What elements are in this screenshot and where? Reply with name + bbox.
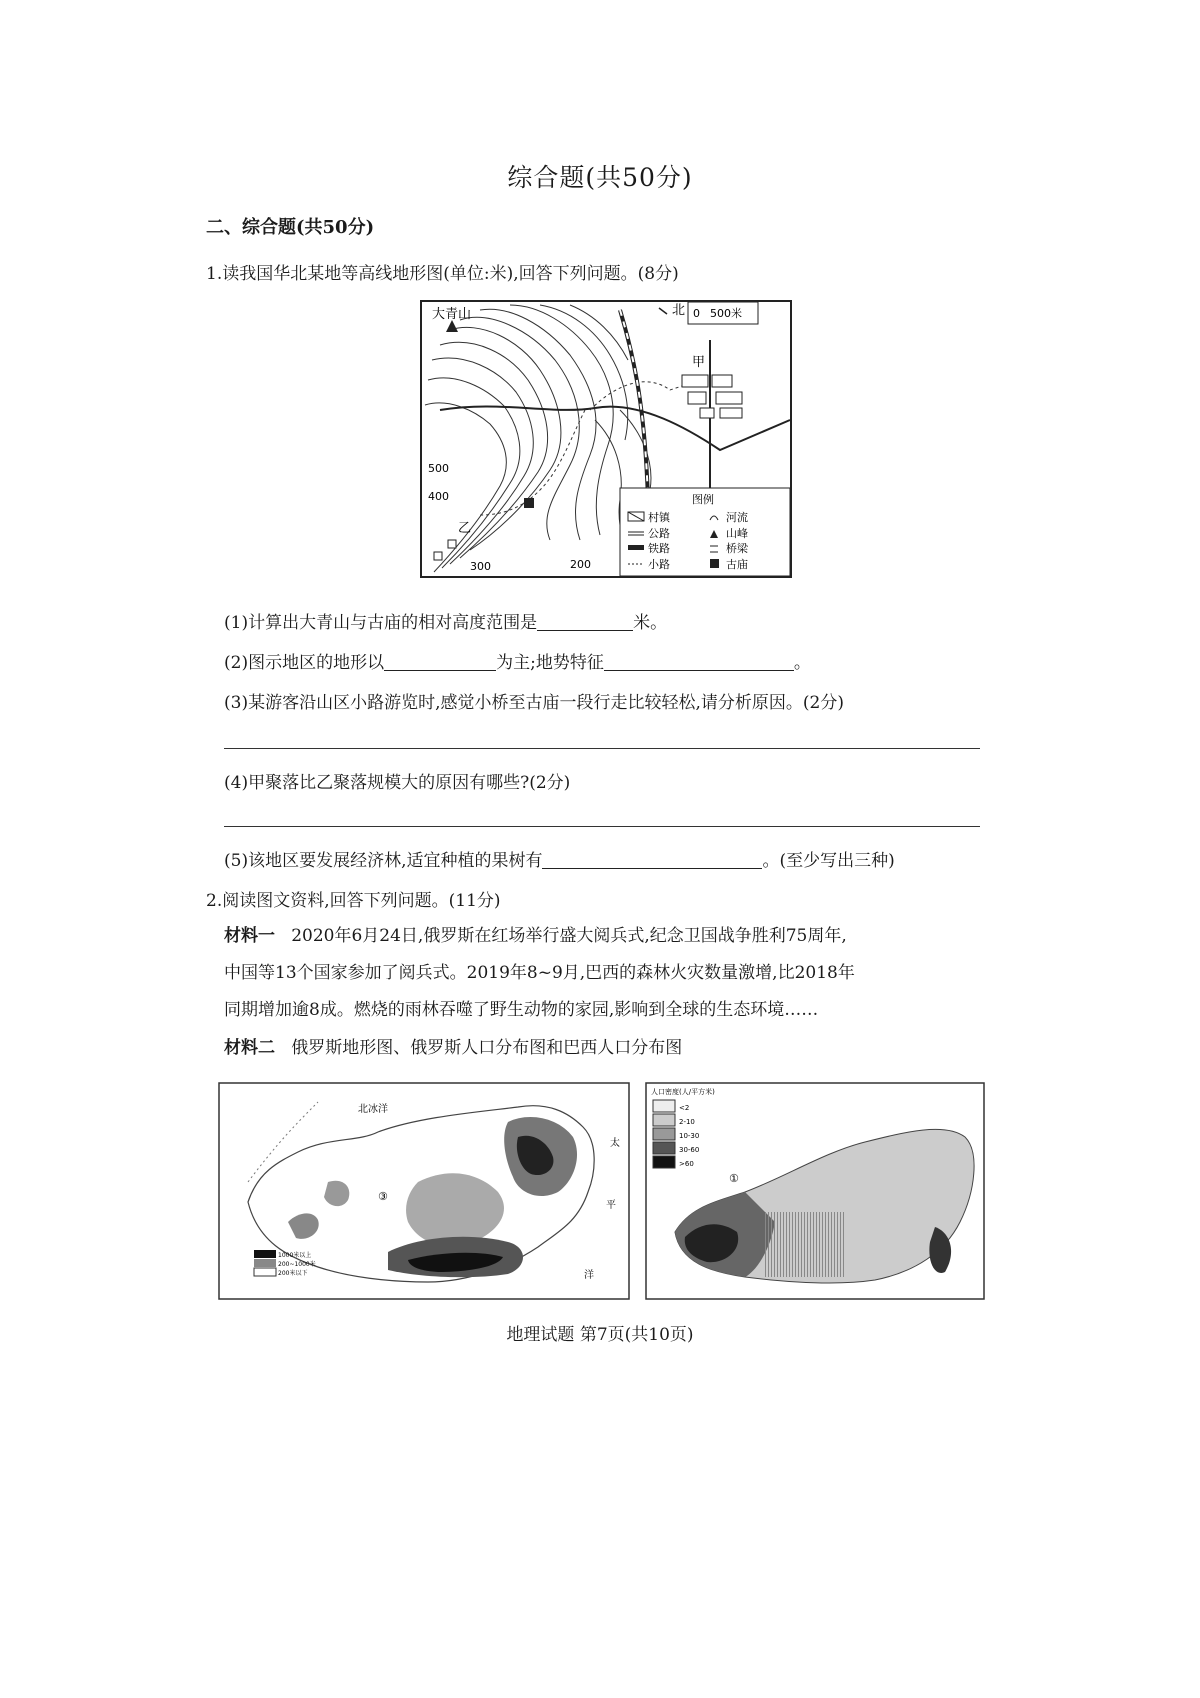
pacific-label-2: 平 <box>606 1200 616 1211</box>
question-2-prompt: 2.阅读图文资料,回答下列问题。(11分) <box>206 891 501 911</box>
material-one <box>224 918 984 1029</box>
page-title: 综合题(共50分) <box>507 163 693 192</box>
answer-blank-2a[interactable] <box>384 652 496 671</box>
svg-text:公路: 公路 <box>648 527 670 540</box>
sub-question-1-text: (1)计算出大青山与古庙的相对高度范围是 <box>224 613 538 633</box>
answer-line-4[interactable] <box>224 826 980 827</box>
svg-text:<2: <2 <box>679 1104 690 1112</box>
sub-question-1-unit: 米。 <box>633 613 668 633</box>
pacific-label-3: 洋 <box>584 1270 594 1281</box>
terrain-legend <box>254 1250 316 1277</box>
scale-value: 500米 <box>710 307 742 320</box>
svg-text:村镇: 村镇 <box>648 511 670 524</box>
sub-question-2-end: 。 <box>793 653 811 673</box>
svg-text:30-60: 30-60 <box>679 1146 700 1154</box>
svg-text:河流: 河流 <box>726 511 748 524</box>
material-one-line-2: 中国等13个国家参加了阅兵式。2019年8~9月,巴西的森林火灾数量激增,比2018年 <box>224 963 855 983</box>
russia-terrain-map <box>218 1082 630 1300</box>
material-one-line-3: 同期增加逾8成。燃烧的雨林吞噬了野生动物的家园,影响到全球的生态环境…… <box>224 1000 819 1020</box>
answer-line-3[interactable] <box>224 748 980 749</box>
svg-text:铁路: 铁路 <box>648 542 670 555</box>
sub-question-2-mid: 为主;地势特征 <box>496 653 604 673</box>
arctic-ocean-label: 北冰洋 <box>358 1104 388 1115</box>
svg-text:2-10: 2-10 <box>679 1118 695 1126</box>
contour-400: 400 <box>428 490 449 503</box>
material-two <box>224 1030 682 1067</box>
page-footer: 地理试题 第7页(共10页) <box>506 1325 694 1345</box>
sub-question-5-end: 。(至少写出三种) <box>762 851 895 871</box>
svg-text:桥梁: 桥梁 <box>726 542 748 555</box>
material-two-text: 俄罗斯地形图、俄罗斯人口分布图和巴西人口分布图 <box>291 1038 683 1058</box>
sub-question-5-text: (5)该地区要发展经济林,适宜种植的果树有 <box>224 851 543 871</box>
svg-text:200米以下: 200米以下 <box>278 1270 308 1277</box>
material-one-line-1: 2020年6月24日,俄罗斯在红场举行盛大阅兵式,纪念卫国战争胜利75周年, <box>291 926 847 946</box>
sub-question-2 <box>224 648 811 673</box>
contour-300: 300 <box>470 560 491 573</box>
answer-blank-5[interactable] <box>542 850 762 869</box>
svg-text:人口密度(人/平方米): 人口密度(人/平方米) <box>651 1088 715 1096</box>
sub-question-4: (4)甲聚落比乙聚落规模大的原因有哪些?(2分) <box>224 773 571 793</box>
svg-text:200~1000米: 200~1000米 <box>278 1261 316 1268</box>
village-jia: 甲 <box>692 355 706 370</box>
sub-question-1 <box>224 608 667 633</box>
sub-question-2-text: (2)图示地区的地形以 <box>224 653 385 673</box>
marker-one: ① <box>729 1172 739 1185</box>
peak-label: 大青山 <box>432 307 472 322</box>
marker-three: ③ <box>378 1190 388 1203</box>
answer-blank-2b[interactable] <box>604 652 794 671</box>
sub-question-3: (3)某游客沿山区小路游览时,感觉小桥至古庙一段行走比较轻松,请分析原因。(2分) <box>224 693 844 713</box>
map-legend <box>620 488 790 576</box>
svg-text:图例: 图例 <box>692 493 714 506</box>
russia-population-map <box>645 1082 985 1300</box>
svg-text:>60: >60 <box>679 1160 694 1168</box>
pacific-label-1: 太 <box>610 1138 620 1149</box>
material-two-label: 材料二 <box>224 1038 275 1058</box>
north-arrow-label: 北 <box>672 303 686 318</box>
contour-map <box>420 300 792 578</box>
contour-500: 500 <box>428 462 449 475</box>
material-one-label: 材料一 <box>224 926 275 946</box>
village-yi: 乙 <box>458 521 472 536</box>
section-heading: 二、综合题(共50分) <box>206 217 375 238</box>
question-1-prompt: 1.读我国华北某地等高线地形图(单位:米),回答下列问题。(8分) <box>206 264 679 284</box>
contour-200: 200 <box>570 558 591 571</box>
scale-zero: 0 <box>693 307 700 320</box>
svg-text:10-30: 10-30 <box>679 1132 700 1140</box>
answer-blank-1[interactable] <box>537 612 633 631</box>
svg-text:1000米以上: 1000米以上 <box>278 1252 312 1259</box>
svg-text:古庙: 古庙 <box>726 558 748 571</box>
svg-text:山峰: 山峰 <box>726 527 748 540</box>
sub-question-5 <box>224 846 895 871</box>
svg-text:小路: 小路 <box>648 558 670 571</box>
